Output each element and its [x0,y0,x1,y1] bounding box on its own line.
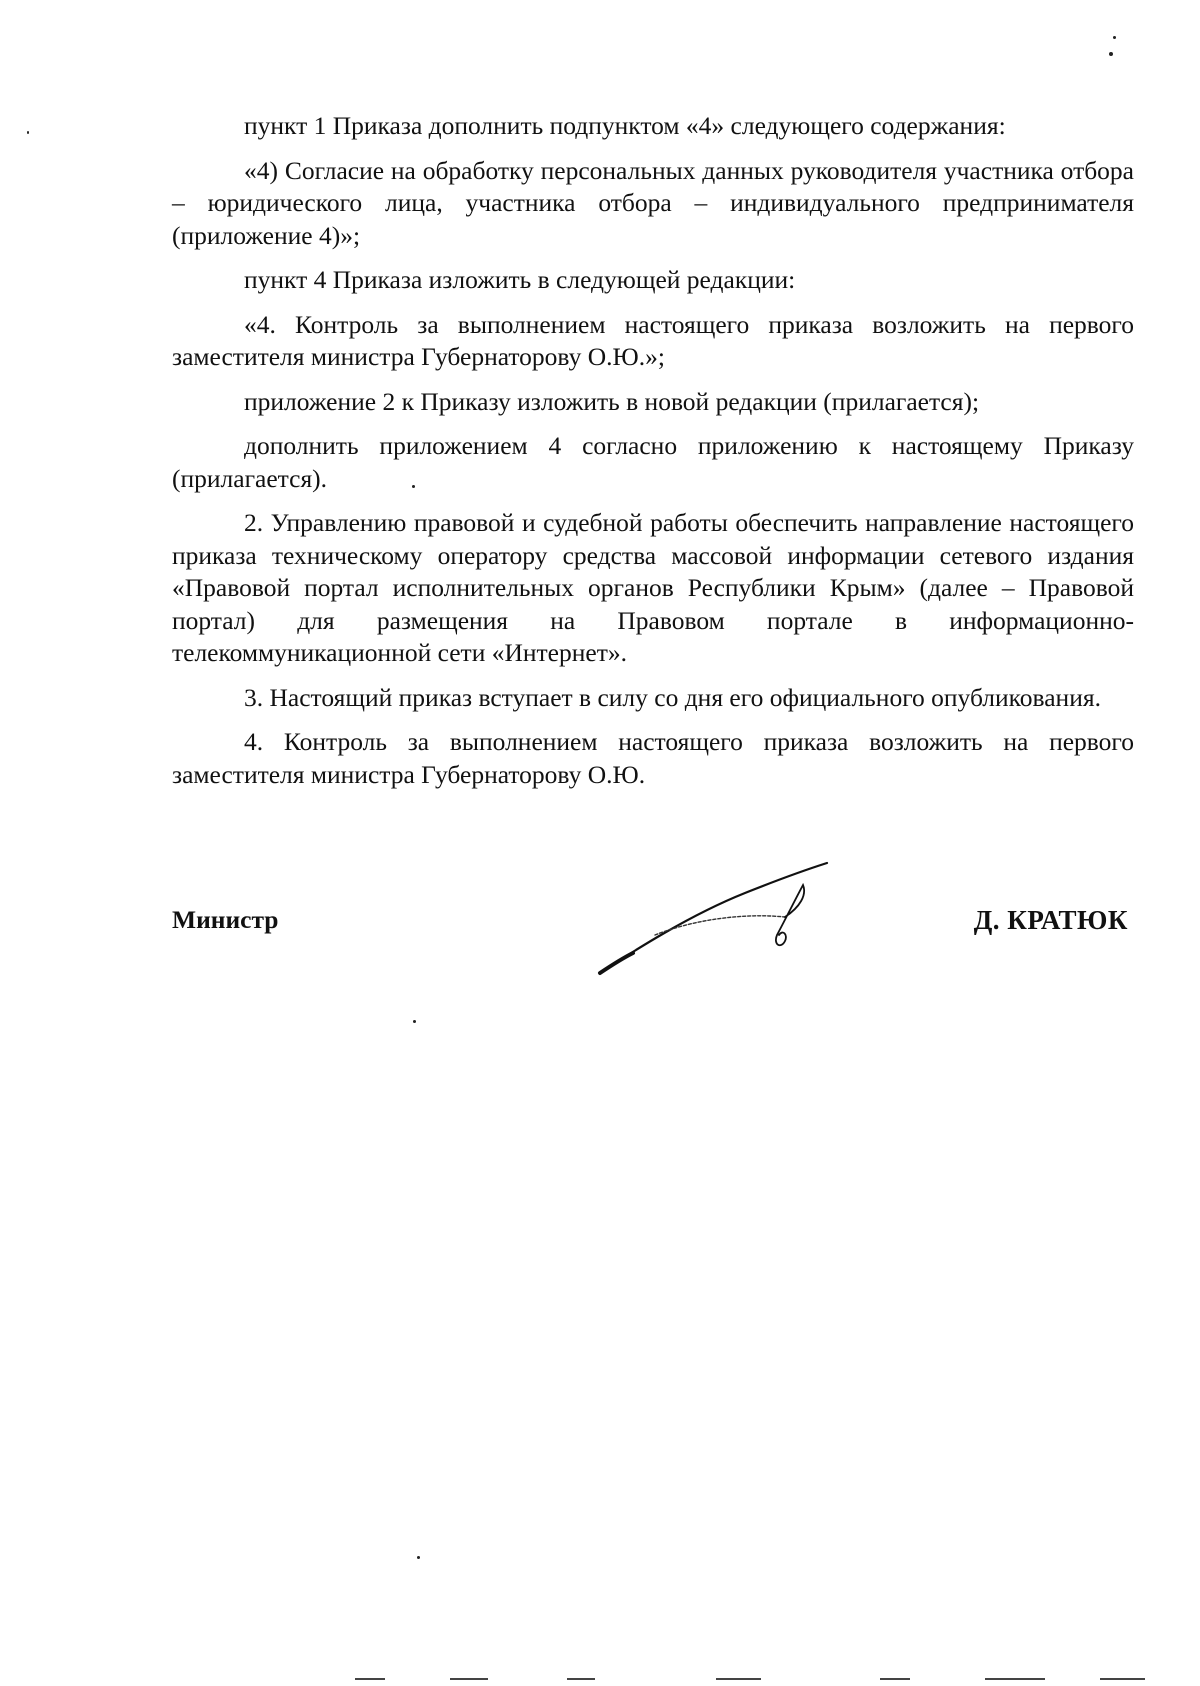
scan-edge-mark [1100,1678,1145,1680]
signatory-title: Министр [172,905,279,934]
scan-speck [417,1556,420,1559]
document-body [172,110,1134,803]
scan-edge-mark [985,1678,1045,1680]
paragraph-appendix-4: дополнить приложением 4 согласно приложению к настоящему Приказу (прилагается). [172,431,1134,493]
paragraph-amend-point-1: пункт 1 Приказа дополнить подпунктом «4» следующего содержания: [244,111,1006,140]
scan-speck [1109,52,1113,56]
paragraph-item-4: 4. Контроль за выполнением настоящего приказа возложить на первого заместителя министра Губернаторову О.Ю. [172,727,1134,789]
paragraph-amend-point-4: пункт 4 Приказа изложить в следующей редакции: [244,265,796,294]
scan-speck [412,485,415,488]
scan-speck [1113,36,1116,39]
scan-edge-mark [450,1678,488,1680]
paragraph-item-2: 2. Управлению правовой и судебной работы обеспечить направление настоящего приказа техническому оператору средства массовой информации сетевого издания «Правовой портал исполнительных органов Республики Крым» (далее – Правовой портал) для размещения на Правовом портале в информационно-телекоммуникационной сети «Интернет». [172,508,1134,667]
paragraph-item-3: 3. Настоящий приказ вступает в силу со дня его официального опубликования. [244,682,1101,712]
scan-speck [413,1020,416,1023]
handwritten-signature-icon [595,855,845,980]
paragraph-appendix-2: приложение 2 к Приказу изложить в новой редакции (прилагается); [244,386,980,416]
scan-speck [27,131,29,134]
scan-edge-mark [716,1678,761,1680]
signatory-name: Д. КРАТЮК [973,905,1128,935]
paragraph-point-4-text: «4. Контроль за выполнением настоящего приказа возложить на первого заместителя министра Губернаторову О.Ю.»; [172,309,1134,371]
scan-edge-mark [567,1678,595,1680]
scan-edge-mark [880,1678,910,1680]
paragraph-subpoint-4-text: «4) Согласие на обработку персональных данных руководителя участника отбора – юридического лица, участника отбора – индивидуального предпринимателя (приложение 4)»; [172,155,1134,250]
scan-edge-mark [355,1678,385,1680]
